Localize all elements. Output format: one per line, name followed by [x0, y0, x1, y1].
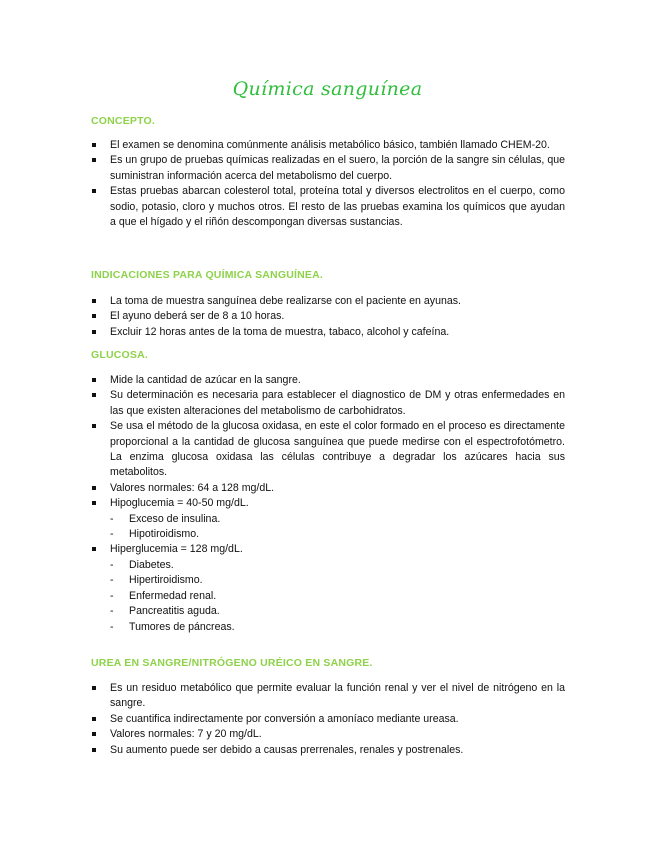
list-item: Se cuantifica indirectamente por conversión a amoníaco mediante ureasa. — [91, 712, 565, 727]
list-item: Valores normales: 64 a 128 mg/dL. — [91, 481, 565, 496]
sub-list-item: - Hipertiroidismo. — [110, 573, 565, 588]
list-item: Se usa el método de la glucosa oxidasa, en este el color formado en el proceso es directamente proporcional a la cantidad de glucosa sanguínea que puede medirse con el espectrofotómetro. La enzima glucosa oxidasa las células contribuye a degradar los azúcares hacia sus metabolitos. — [91, 419, 565, 481]
sub-list — [110, 512, 565, 543]
list-item: El examen se denomina comúnmente análisis metabólico básico, también llamado CHEM-20. — [91, 138, 565, 153]
list-item-label: Hipoglucemia = 40-50 mg/dL. — [110, 497, 249, 510]
list-item: La toma de muestra sanguínea debe realizarse con el paciente en ayunas. — [91, 294, 565, 309]
section-list-indicaciones — [91, 294, 565, 340]
list-item — [91, 496, 565, 542]
list-item: Excluir 12 horas antes de la toma de muestra, tabaco, alcohol y cafeína. — [91, 325, 565, 340]
sub-list-item: - Hipotiroidismo. — [110, 527, 565, 542]
sub-list-item: - Pancreatitis aguda. — [110, 604, 565, 619]
list-item: Estas pruebas abarcan colesterol total, proteína total y diversos electrolitos en el cuerpo, como sodio, potasio, cloro y muchos otros. El resto de las pruebas examina los químicos que ayudan a que el hígado y el riñón descompongan diversas sustancias. — [91, 184, 565, 230]
section-heading-concepto: CONCEPTO. — [91, 115, 156, 127]
list-item: Su determinación es necesaria para establecer el diagnostico de DM y otras enfermedades en las que existen alteraciones del metabolismo de carbohidratos. — [91, 388, 565, 419]
list-item: Es un residuo metabólico que permite evaluar la función renal y ver el nivel de nitrógeno en la sangre. — [91, 681, 565, 712]
section-heading-indicaciones: INDICACIONES PARA QUÍMICA SANGUÍNEA. — [91, 269, 323, 281]
section-list-glucosa — [91, 373, 565, 635]
section-heading-glucosa: GLUCOSA. — [91, 349, 149, 361]
sub-list-item: - Enfermedad renal. — [110, 589, 565, 604]
sub-list-item: - Exceso de insulina. — [110, 512, 565, 527]
section-list-concepto — [91, 138, 565, 230]
list-item: Es un grupo de pruebas químicas realizadas en el suero, la porción de la sangre sin células, que suministran información acerca del metabolismo del cuerpo. — [91, 153, 565, 184]
list-item: Mide la cantidad de azúcar en la sangre. — [91, 373, 565, 388]
list-item: Valores normales: 7 y 20 mg/dL. — [91, 727, 565, 742]
sub-list-item: - Tumores de páncreas. — [110, 620, 565, 635]
list-item: Su aumento puede ser debido a causas prerrenales, renales y postrenales. — [91, 743, 565, 758]
list-item — [91, 542, 565, 634]
sub-list-item: - Diabetes. — [110, 558, 565, 573]
page-title: Química sanguínea — [232, 78, 423, 100]
sub-list — [110, 558, 565, 635]
list-item: El ayuno deberá ser de 8 a 10 horas. — [91, 309, 565, 324]
list-item-label: Hiperglucemia = 128 mg/dL. — [110, 543, 243, 556]
section-list-urea — [91, 681, 565, 758]
section-heading-urea: UREA EN SANGRE/NITRÓGENO URÉICO EN SANGRE. — [91, 657, 373, 669]
